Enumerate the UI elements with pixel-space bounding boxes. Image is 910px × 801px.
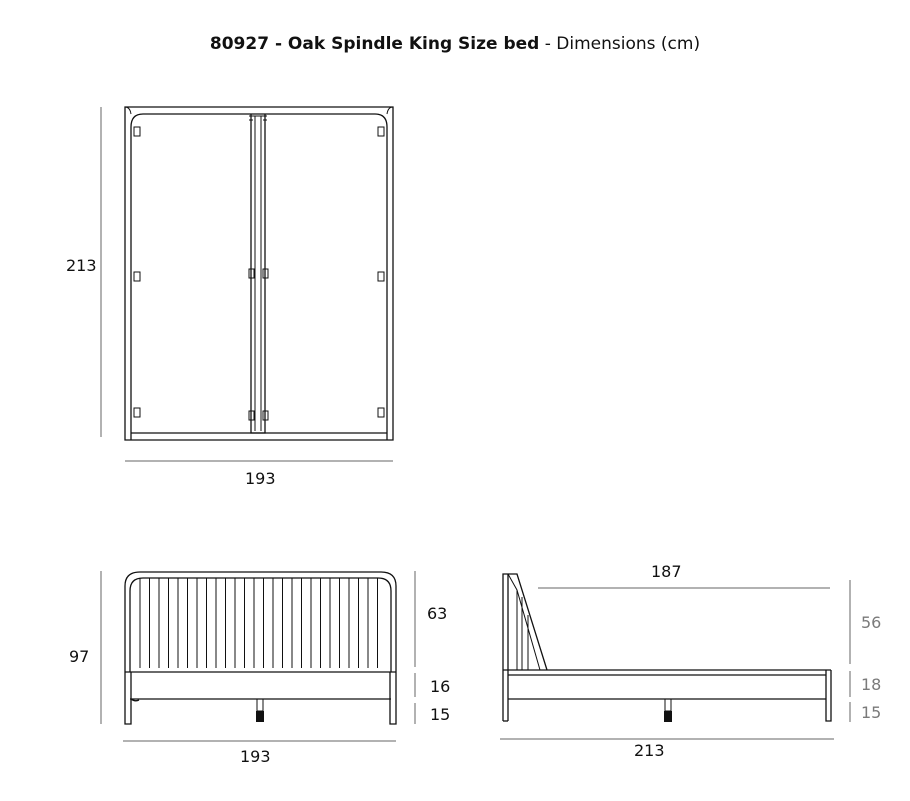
side-view-length-label: 213 (634, 741, 665, 760)
drawing-title-name: 80927 - Oak Spindle King Size bed (209, 34, 540, 54)
front-view-headboard-label: 63 (427, 604, 448, 623)
front-view (69, 571, 450, 766)
front-view-legs-label: 15 (430, 705, 451, 724)
side-view-headboard-label: 56 (861, 613, 882, 632)
side-view (500, 562, 881, 760)
front-view-height-label: 97 (69, 647, 90, 666)
top-view-width-label: 193 (245, 469, 276, 488)
drawing-title-suffix: - Dimensions (cm) (539, 34, 701, 54)
front-view-frame-label: 16 (430, 677, 451, 696)
side-view-top-length-label: 187 (651, 562, 682, 581)
top-view (66, 107, 393, 488)
top-view-depth-label: 213 (66, 256, 97, 275)
headboard-spindles (140, 578, 378, 668)
front-view-width-label: 193 (240, 747, 271, 766)
side-view-legs-label: 15 (861, 703, 882, 722)
side-view-frame-label: 18 (861, 675, 882, 694)
